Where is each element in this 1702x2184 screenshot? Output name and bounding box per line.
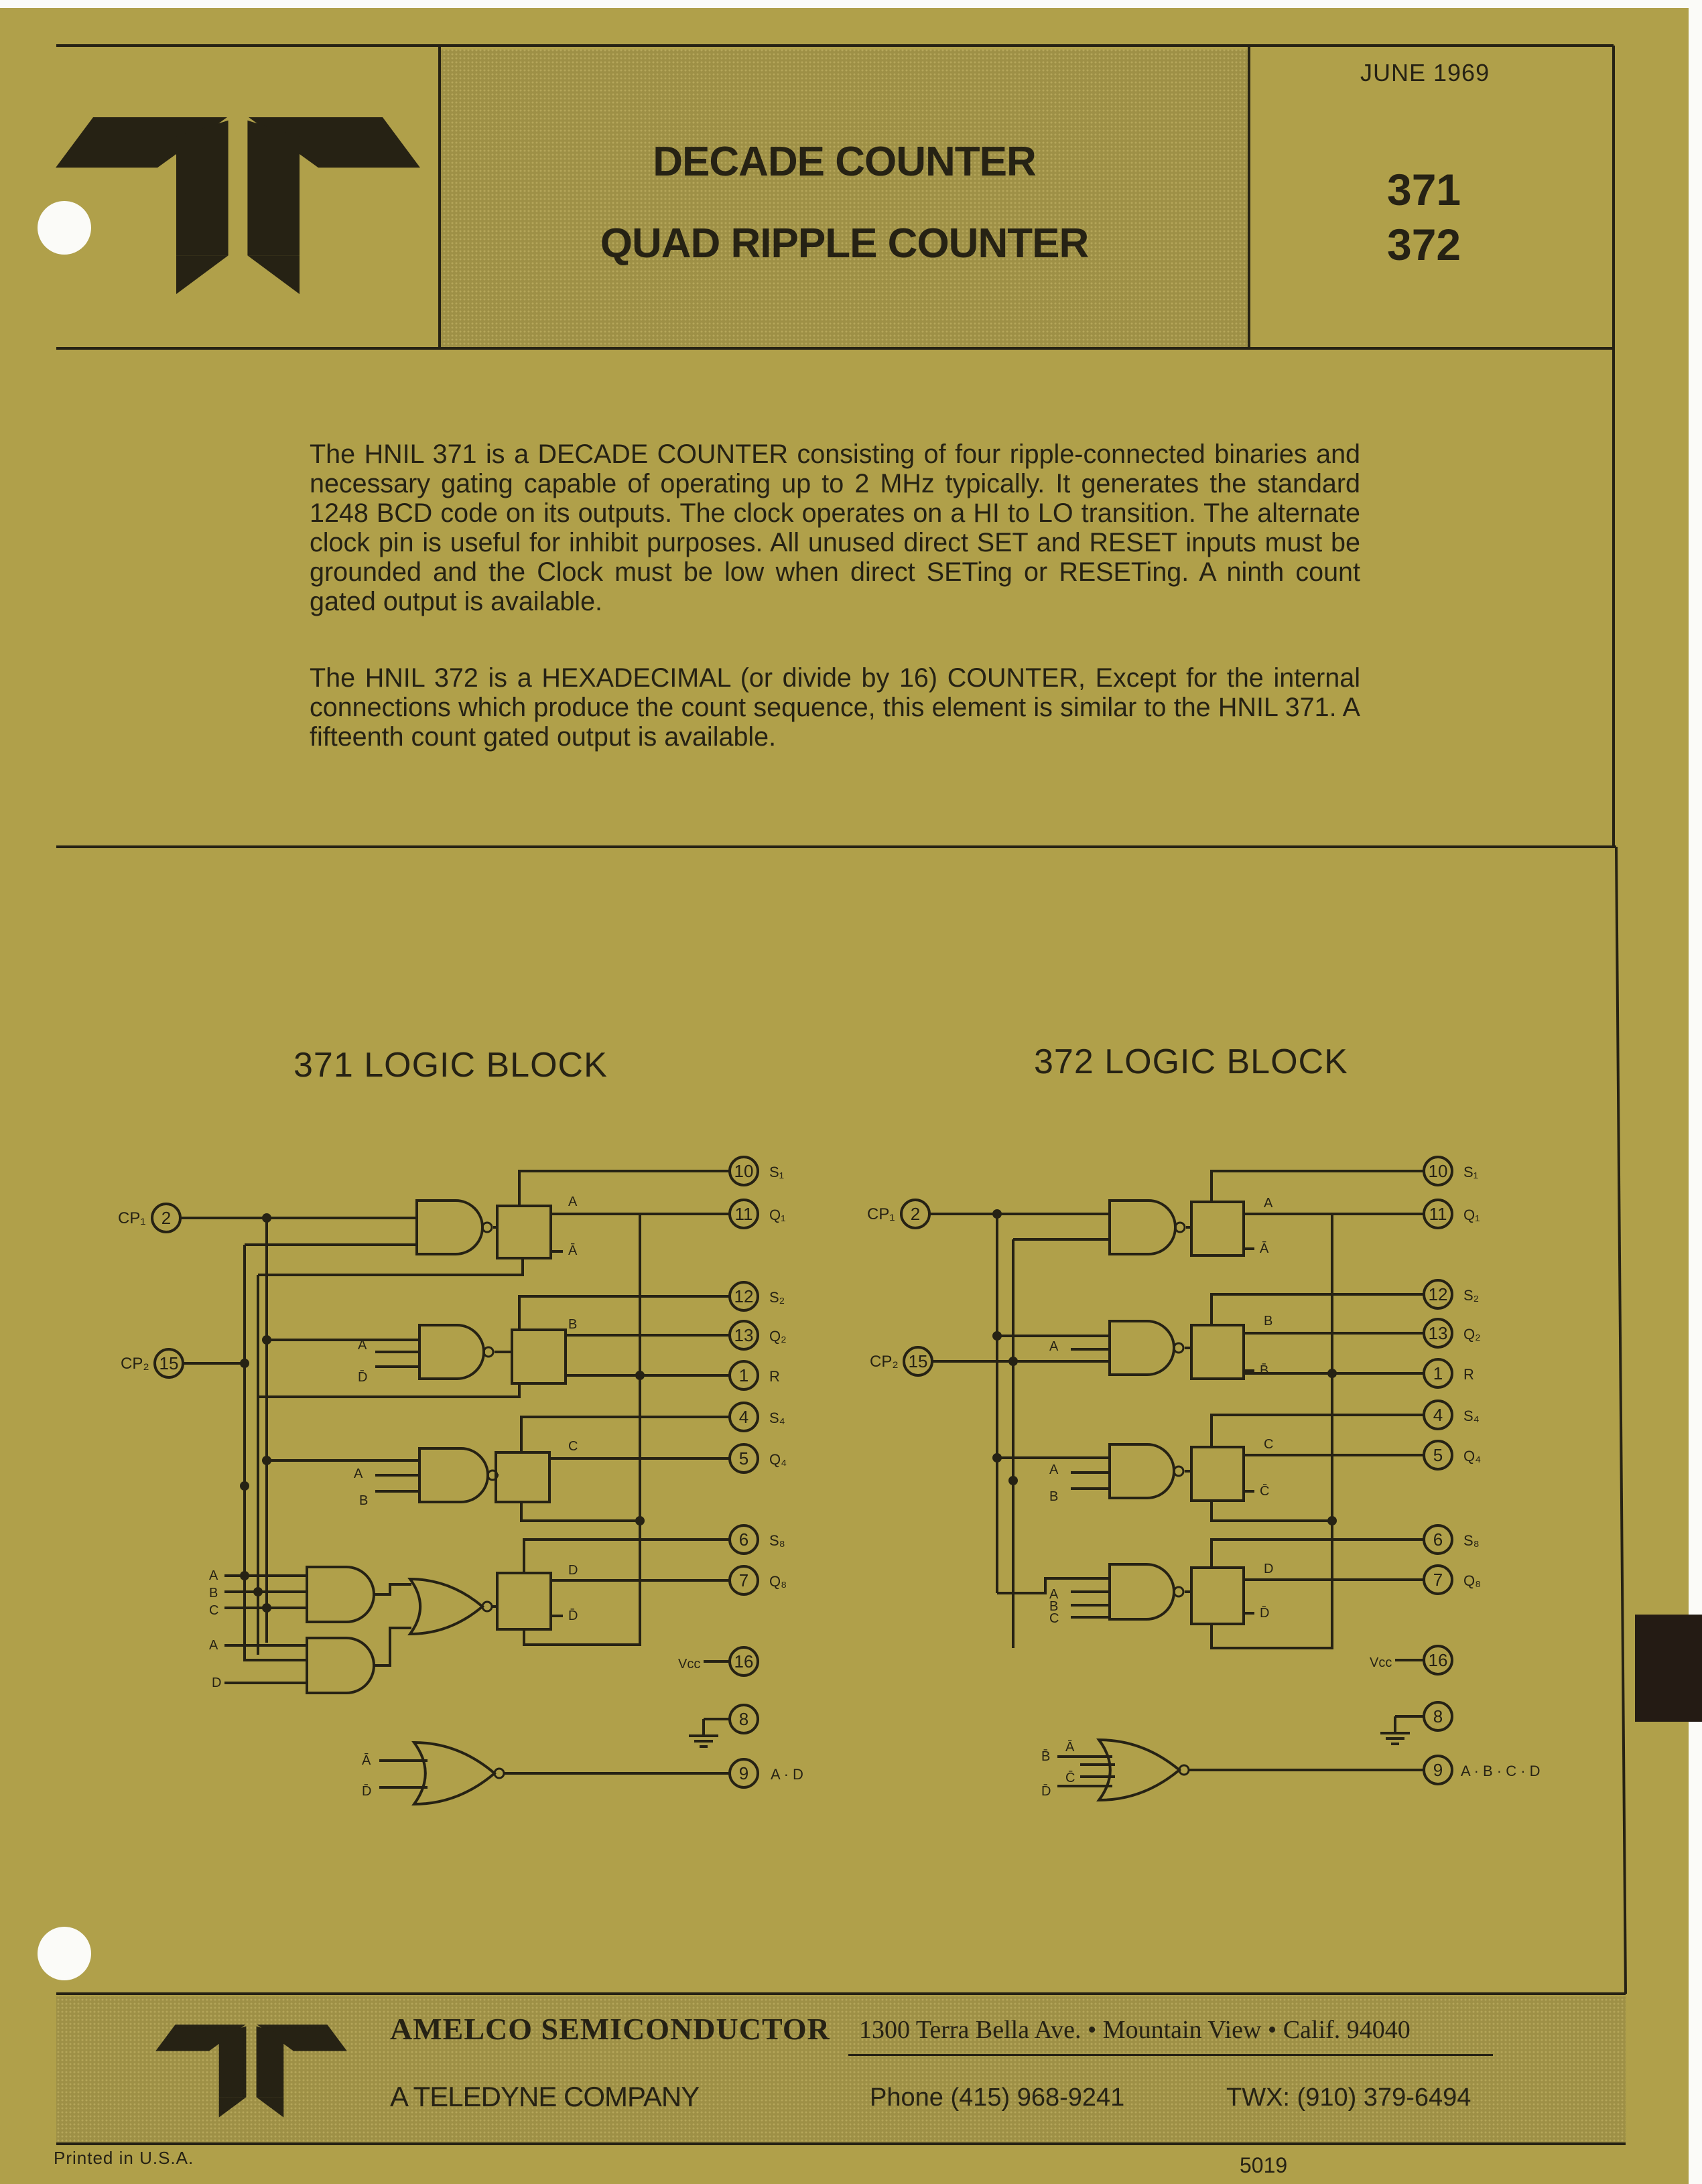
binder-tab [1635, 1615, 1702, 1722]
signal-label: B [1049, 1599, 1059, 1614]
pin-number: 5 [738, 1448, 749, 1469]
output-pin-label: S₈ [1463, 1532, 1480, 1549]
gate-output-label: A · B · C · D [1461, 1763, 1541, 1779]
output-pin-label: Q₂ [1463, 1326, 1481, 1343]
part-number-371: 371 [1387, 165, 1461, 214]
signal-label: D̄ [1260, 1606, 1270, 1621]
signal-label: Ā [1260, 1241, 1269, 1256]
output-pin-label: Q₁ [769, 1207, 786, 1223]
pin-number: 1 [738, 1365, 749, 1385]
signal-label: B̄ [1041, 1749, 1051, 1764]
signal-label: A [354, 1466, 363, 1481]
vcc-label: Vcc [1370, 1655, 1392, 1670]
pin-number: 2 [910, 1204, 921, 1224]
punch-hole-top [38, 201, 91, 255]
title-halftone-band [440, 50, 1249, 347]
company-address: 1300 Terra Bella Ave. • Mountain View • Calif. 94040 [859, 2016, 1411, 2044]
output-pin-label: Q₄ [769, 1451, 787, 1468]
junction-dot [240, 1481, 249, 1491]
pin-number: 16 [734, 1651, 754, 1671]
signal-label: B̄ [1260, 1363, 1269, 1378]
signal-label: Ā [362, 1753, 371, 1768]
clock-label: CP₁ [867, 1205, 895, 1223]
paper-background [0, 8, 1689, 2184]
signal-label: D̄ [568, 1609, 578, 1623]
output-pin-label: S₂ [1463, 1287, 1480, 1304]
pin-number: 5 [1433, 1445, 1443, 1465]
junction-dot [635, 1371, 645, 1380]
signal-label: D̄ [1041, 1784, 1051, 1799]
signal-label: A [1049, 1462, 1059, 1477]
signal-label: A [209, 1568, 218, 1583]
logic-block-372-title: 372 LOGIC BLOCK [1034, 1042, 1348, 1081]
signal-label: B [359, 1493, 369, 1508]
output-pin-label: S₈ [769, 1532, 785, 1549]
part-number-372: 372 [1387, 220, 1461, 269]
pin-number: 13 [1428, 1323, 1448, 1343]
junction-dot [262, 1213, 271, 1223]
pin-number: 8 [1433, 1706, 1443, 1726]
pin-number: 9 [1433, 1760, 1443, 1780]
logic-block-371-title: 371 LOGIC BLOCK [293, 1046, 608, 1085]
pin-number: 6 [738, 1529, 749, 1550]
logo-left-stem [176, 121, 228, 256]
signal-label: A [1049, 1587, 1059, 1602]
output-pin-label: Q₁ [1463, 1207, 1480, 1223]
twx-number: TWX: (910) 379-6494 [1226, 2084, 1471, 2112]
phone-number: Phone (415) 968-9241 [870, 2084, 1125, 2112]
title-decade-counter: DECADE COUNTER [653, 139, 1036, 185]
vcc-label: Vcc [678, 1657, 701, 1671]
pin-number: 12 [1428, 1284, 1448, 1304]
output-pin-label: Q₈ [769, 1573, 787, 1590]
pin-number: 16 [1428, 1650, 1448, 1670]
document-number: 5019 [1240, 2153, 1288, 2177]
signal-label: C̄ [1260, 1484, 1270, 1499]
signal-label: D [1264, 1562, 1274, 1576]
company-name: AMELCO SEMICONDUCTOR [390, 2012, 830, 2046]
pin-number: 10 [1428, 1161, 1448, 1181]
output-pin-label: S₁ [1463, 1164, 1479, 1180]
signal-label: A [1264, 1196, 1273, 1211]
signal-label: A [568, 1195, 578, 1209]
pin-number: 11 [734, 1204, 753, 1224]
output-pin-label: S₁ [769, 1164, 785, 1180]
pin-number: 13 [734, 1325, 754, 1345]
pin-number: 4 [738, 1407, 749, 1427]
printed-in-note: Printed in U.S.A. [54, 2148, 194, 2168]
footer-rule [848, 2054, 1493, 2056]
pin-number: 9 [738, 1763, 749, 1783]
signal-label: C [568, 1439, 578, 1454]
signal-label: Ā [1065, 1740, 1075, 1755]
output-pin-label: Q₂ [769, 1328, 787, 1345]
signal-label: B [1049, 1489, 1059, 1504]
pin-number: 15 [159, 1353, 179, 1373]
signal-label: Ā [568, 1243, 578, 1258]
junction-dot [1008, 1476, 1018, 1485]
pin-number: 10 [734, 1161, 754, 1181]
output-pin-label: Q₄ [1463, 1448, 1482, 1464]
punch-hole-bottom [38, 1927, 91, 1980]
signal-label: B [1264, 1314, 1273, 1328]
pin-number: 7 [1433, 1570, 1443, 1590]
pin-number: 1 [1433, 1363, 1443, 1383]
junction-dot [240, 1359, 249, 1368]
signal-label: D [568, 1563, 578, 1578]
pin-number: 11 [1429, 1204, 1447, 1224]
output-pin-label: R [769, 1368, 780, 1385]
pin-number: 8 [738, 1709, 749, 1729]
output-pin-label: S₂ [769, 1289, 785, 1306]
junction-dot [253, 1587, 263, 1596]
signal-label: B [568, 1317, 578, 1332]
pin-number: 15 [908, 1351, 928, 1371]
publication-date: JUNE 1969 [1360, 59, 1490, 86]
signal-label: A [1049, 1339, 1059, 1354]
clock-label: CP₂ [870, 1353, 899, 1371]
junction-dot [262, 1603, 271, 1613]
description-371: The HNIL 371 is a DECADE COUNTER consisting of four ripple-connected binaries and necessary gating capable of operating up to 2 MHz typically. It generates the standard 1248 BCD code on its outputs. The clock operates on a HI to LO transition. The alternate clock pin is useful for inhibit purposes. All unused direct SET and RESET inputs must be grounded and the Clock must be low when direct SETing or RESETing. A ninth count gated output is available. [310, 439, 1360, 616]
logo-left-stem [219, 2027, 247, 2098]
signal-label: C [209, 1603, 219, 1618]
output-pin-label: S₄ [1463, 1408, 1480, 1424]
output-pin-label: S₄ [769, 1410, 785, 1426]
description-372: The HNIL 372 is a HEXADECIMAL (or divide by 16) COUNTER, Except for the internal connections which produce the count sequence, this element is similar to the HNIL 371. A fifteenth count gated output is available. [310, 663, 1360, 752]
pin-number: 4 [1433, 1405, 1443, 1425]
output-pin-label: Q₈ [1463, 1572, 1482, 1589]
logo-right-stem [257, 2027, 284, 2098]
signal-label: D̄ [358, 1370, 368, 1385]
signal-label: A [209, 1638, 218, 1653]
gate-output-label: A · D [771, 1766, 803, 1783]
output-pin-label: R [1463, 1366, 1474, 1383]
parent-company: A TELEDYNE COMPANY [390, 2081, 700, 2112]
logo-right-stem [247, 121, 300, 256]
signal-label: B [209, 1586, 218, 1600]
junction-dot [1327, 1369, 1337, 1378]
signal-label: A [358, 1338, 367, 1353]
pin-number: 7 [738, 1570, 749, 1590]
clock-label: CP₂ [121, 1355, 149, 1373]
signal-label: C [1049, 1611, 1059, 1626]
signal-label: D̄ [362, 1784, 372, 1799]
signal-label: D [212, 1676, 222, 1690]
pin-number: 12 [734, 1286, 754, 1306]
signal-label: C̄ [1065, 1771, 1075, 1785]
signal-label: C [1264, 1437, 1274, 1452]
junction-dot [992, 1209, 1002, 1219]
pin-number: 2 [161, 1208, 172, 1228]
pin-number: 6 [1433, 1529, 1443, 1550]
junction-dot [240, 1571, 249, 1580]
title-quad-ripple-counter: QUAD RIPPLE COUNTER [600, 220, 1089, 267]
clock-label: CP₁ [118, 1209, 146, 1227]
